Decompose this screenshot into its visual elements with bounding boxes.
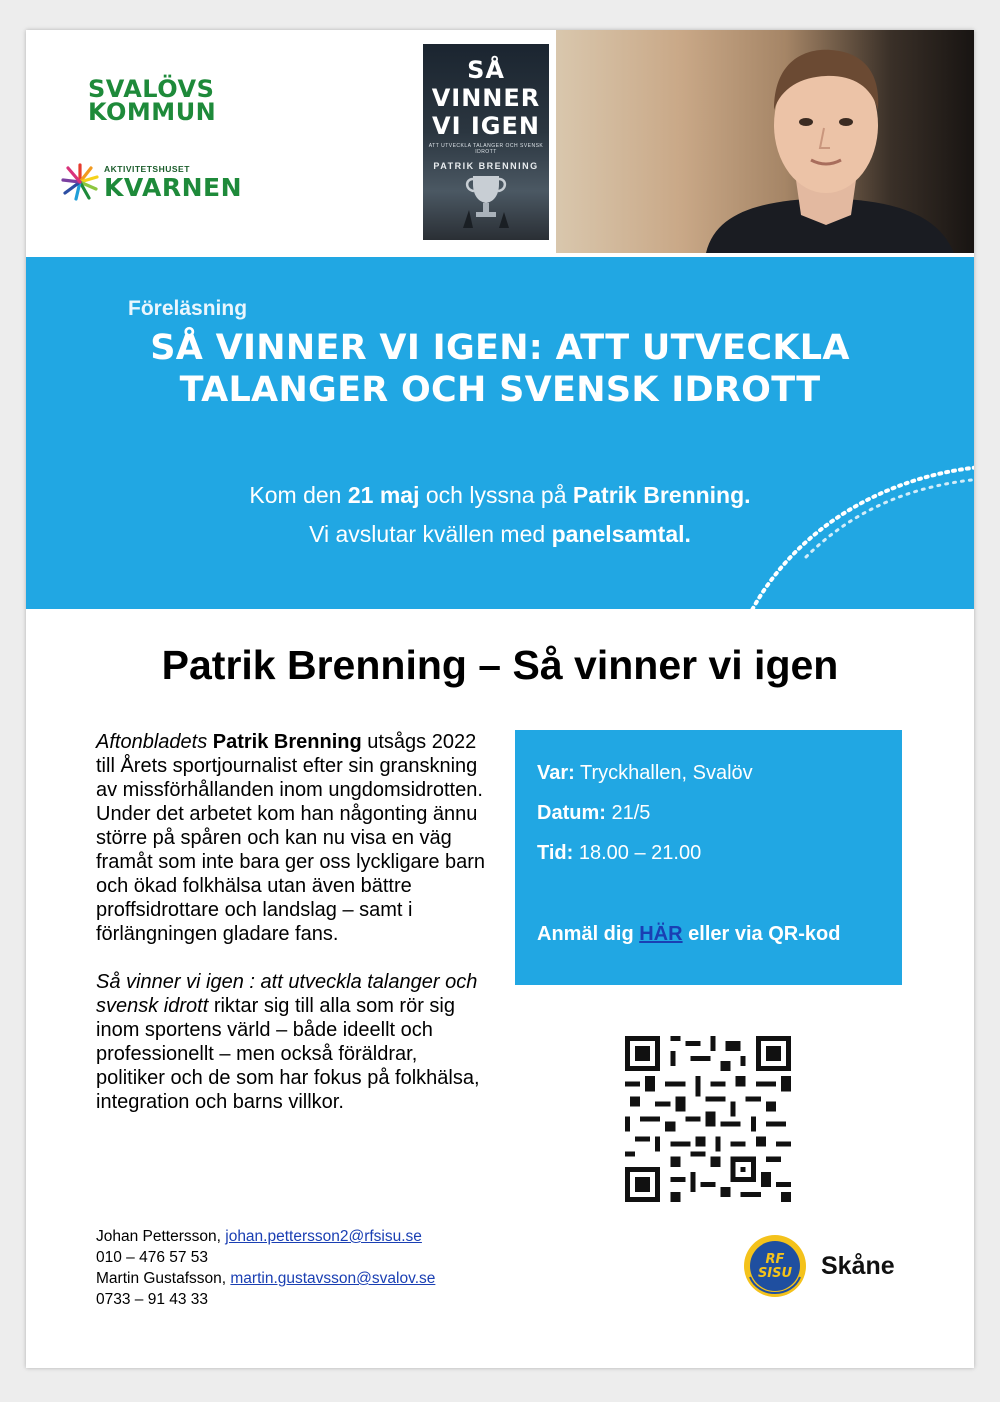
book-title-line3: VI IGEN	[432, 112, 540, 140]
contact-2-phone: 0733 – 91 43 33	[96, 1291, 209, 1308]
book-author: PATRIK BRENNING	[433, 161, 539, 171]
info-location: Var: Tryckhallen, Svalöv	[537, 762, 753, 784]
info-date: Datum: 21/5	[537, 802, 651, 824]
info-time: Tid: 18.00 – 21.00	[537, 842, 702, 864]
svalov-logo-line2: KOMMUN	[88, 98, 217, 126]
description-paragraph-2: Så vinner vi igen : att utveckla talanger och svensk idrott riktar sig till alla som rör sig inom sportens värld – både ideellt och professionellt – men också föräldrar, politiker och de som har fokus på folkhälsa, integration och barns villkor.	[96, 971, 480, 1113]
description-text	[96, 730, 486, 1138]
region-label: Skåne	[821, 1252, 895, 1280]
dotted-arc-decoration	[726, 447, 974, 609]
rf-sisu-logo-icon	[742, 1233, 808, 1299]
signup-link[interactable]: HÄR	[639, 923, 683, 945]
kvarnen-logo-small-text: AKTIVITETSHUSET	[104, 164, 190, 174]
contact-1-email-link[interactable]: johan.pettersson2@rfsisu.se	[225, 1228, 422, 1245]
speaker-portrait-image	[686, 30, 974, 253]
kvarnen-logo-big-text: KVARNEN	[104, 173, 243, 202]
svg-text:RFSISU: RF SISU	[757, 1252, 793, 1281]
svalov-logo-line1: SVALÖVS	[88, 75, 215, 103]
banner-invite-line1: Kom den 21 maj och lyssna på Patrik Brenning.	[249, 482, 751, 508]
contact-1-phone: 010 – 476 57 53	[96, 1249, 209, 1266]
book-subtitle: ATT UTVECKLA TALANGER OCH SVENSK IDROTT	[428, 143, 544, 155]
banner-invite-line2: Vi avslutar kvällen med panelsamtal.	[309, 521, 691, 547]
book-title-line1: SÅ	[467, 56, 505, 84]
contact-1: Johan Pettersson, johan.pettersson2@rfsisu.se	[96, 1228, 422, 1245]
poster	[26, 30, 974, 1368]
event-info-box	[515, 730, 902, 985]
main-title: Patrik Brenning – Så vinner vi igen	[161, 642, 839, 688]
contact-info	[96, 1226, 435, 1310]
qr-code-icon[interactable]	[625, 1036, 791, 1202]
book-cover	[423, 44, 549, 240]
banner-kicker: Föreläsning	[128, 297, 248, 320]
contact-2-email-link[interactable]: martin.gustavsson@svalov.se	[230, 1270, 436, 1287]
banner-title	[26, 327, 974, 411]
kvarnen-logo	[60, 160, 290, 205]
description-paragraph-1: Aftonbladets Patrik Brenning utsågs 2022 till Årets sportjournalist efter sin granskning av missförhållanden inom ungdomsidrotten. Under det arbetet kom han någonting ännu större på spåren och kan nu visa en väg framåt som inte bara ger oss lyckligare barn och ökad folkhälsa utan även bättre proffsidrottare och landslag – samt i förlängningen gladare fans.	[96, 731, 486, 945]
banner-title-line2: TALANGER OCH SVENSK IDROTT	[179, 370, 821, 410]
trophy-icon	[459, 172, 513, 228]
lecture-banner	[26, 257, 974, 609]
contact-2: Martin Gustafsson, martin.gustavsson@svalov.se	[96, 1270, 436, 1287]
svalov-kommun-logo	[88, 75, 217, 126]
book-title-line2: VINNER	[431, 84, 541, 112]
speaker-photo	[556, 30, 974, 253]
banner-title-line1: SÅ VINNER VI IGEN: ATT UTVECKLA	[150, 328, 850, 368]
signup-cta: Anmäl dig HÄR eller via QR-kod	[537, 923, 841, 945]
kvarnen-star-icon	[60, 162, 100, 202]
